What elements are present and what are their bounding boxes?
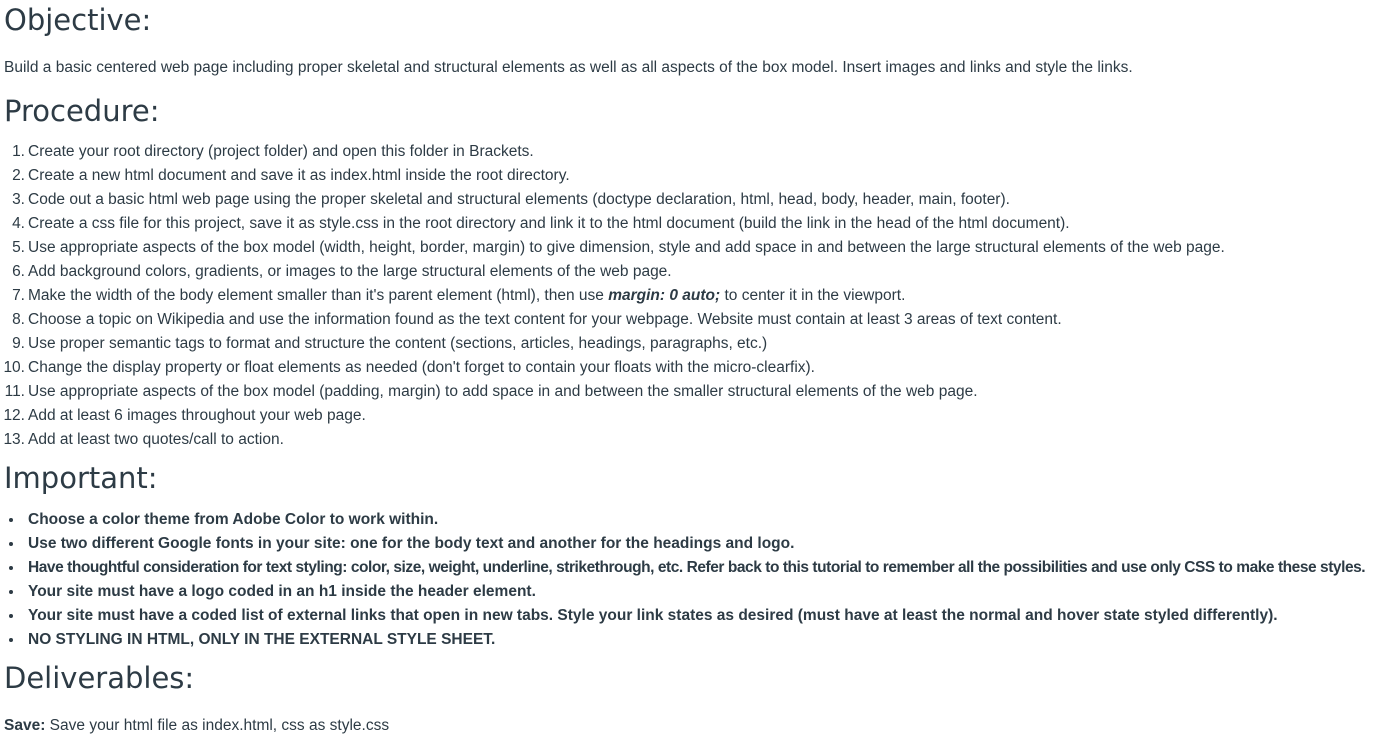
step-text: Use proper semantic tags to format and structure the content (sections, articles, headings, paragraphs, etc.): [28, 335, 768, 352]
bullet-icon: [9, 590, 13, 594]
step-number: 9.: [12, 335, 25, 352]
step-number: 7.: [12, 287, 25, 304]
step-text: Add at least two quotes/call to action.: [28, 431, 284, 448]
step-number: 6.: [12, 263, 25, 280]
step-text: Create a new html document and save it as index.html inside the root directory.: [28, 167, 570, 184]
save-text: Save your html file as index.html, css as style.css: [45, 717, 390, 734]
step-number: 1.: [12, 143, 25, 160]
important-item-text: Have thoughtful consideration for text styling: color, size, weight, underline, strikethrough, etc. Refer back to this tutorial to remember all the possibilities and use only CSS to make these styles.: [28, 559, 1366, 576]
important-item-text: NO STYLING IN HTML, ONLY IN THE EXTERNAL STYLE SHEET.: [28, 631, 496, 648]
step-number: 2.: [12, 167, 25, 184]
step-text: Use appropriate aspects of the box model (width, height, border, margin) to give dimension, style and add space in and between the large structural elements of the web page.: [28, 239, 1225, 256]
important-item-text: Your site must have a coded list of external links that open in new tabs. Style your link states as desired (must have at least the normal and hover state styled differently).: [28, 607, 1278, 624]
step-number: 11.: [4, 383, 25, 400]
step-text: Add background colors, gradients, or images to the large structural elements of the web page.: [28, 263, 672, 280]
save-label: Save:: [4, 717, 46, 734]
objective-text: Build a basic centered web page including proper skeletal and structural elements as well as all aspects of the box model. Insert images and links and style the links.: [4, 59, 1133, 76]
step-number: 13.: [3, 431, 25, 448]
step-text: Create your root directory (project folder) and open this folder in Brackets.: [28, 143, 534, 160]
step-number: 4.: [12, 215, 25, 232]
step-text: [28, 284, 905, 308]
bullet-icon: [9, 566, 13, 570]
step-number: 5.: [12, 239, 25, 256]
step-text-after: to center it in the viewport.: [720, 287, 906, 304]
bullet-icon: [9, 614, 13, 618]
important-item-text: Use two different Google fonts in your site: one for the body text and another for the headings and logo.: [28, 535, 795, 552]
procedure-heading: Procedure:: [4, 94, 160, 128]
deliverables-save: [4, 716, 389, 736]
step-text-before: Make the width of the body element smaller than it's parent element (html), then use: [28, 287, 609, 304]
step-number: 12.: [3, 407, 25, 424]
step-text: Use appropriate aspects of the box model (padding, margin) to add space in and between the smaller structural elements of the web page.: [28, 383, 978, 400]
deliverables-heading: Deliverables:: [4, 661, 195, 695]
step-number: 3.: [12, 191, 25, 208]
bullet-icon: [9, 518, 13, 522]
step-text: Change the display property or float elements as needed (don't forget to contain your floats with the micro-clearfix).: [28, 359, 815, 376]
important-item-text: Your site must have a logo coded in an h1 inside the header element.: [28, 583, 536, 600]
bullet-icon: [9, 542, 13, 546]
step-number: 8.: [12, 311, 25, 328]
objective-heading: Objective:: [4, 3, 152, 37]
css-code-snippet: margin: 0 auto;: [608, 287, 721, 304]
important-heading: Important:: [4, 461, 158, 495]
step-text: Choose a topic on Wikipedia and use the information found as the text content for your webpage. Website must contain at least 3 areas of text content.: [28, 311, 1062, 328]
step-text: Add at least 6 images throughout your web page.: [28, 407, 366, 424]
step-text: Create a css file for this project, save it as style.css in the root directory and link it to the html document (build the link in the head of the html document).: [28, 215, 1070, 232]
step-number: 10.: [3, 359, 25, 376]
step-text: Code out a basic html web page using the proper skeletal and structural elements (doctype declaration, html, head, body, header, main, footer).: [28, 191, 1010, 208]
bullet-icon: [9, 638, 13, 642]
important-item-text: Choose a color theme from Adobe Color to work within.: [28, 511, 439, 528]
